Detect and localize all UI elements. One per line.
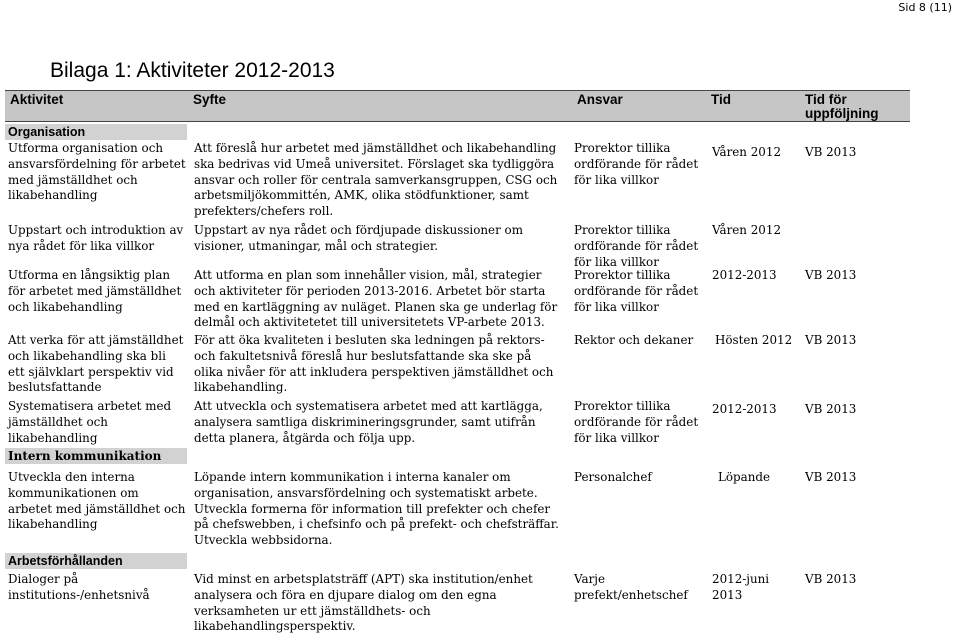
row-7-ansvar: Varje prefekt/enhetschef — [574, 572, 688, 602]
row-1-aktivitet: Utforma organisation och ansvarsfördelning för arbetet med jämställdhet och likabehandling — [8, 141, 186, 203]
row-6-syfte: Löpande intern kommunikation i interna kanaler om organisation, ansvarsfördelning och systematiskt arbete. Utveckla formerna för information till prefekter och chefer på chefswebben, i chefsinfo och på prefekt- och chefsträffar. Utveckla webbsidorna. — [194, 470, 559, 548]
table-header — [5, 90, 910, 122]
header-syfte: Syfte — [193, 92, 227, 107]
row-4-tid: Hösten 2012 — [715, 333, 793, 347]
row-5-aktivitet: Systematisera arbetet med jämställdhet och likabehandling — [8, 399, 172, 445]
row-1-tid: Våren 2012 — [712, 145, 782, 159]
row-2-ansvar: Prorektor tillika ordförande för rådet för lika villkor — [574, 223, 699, 269]
row-2-tid: Våren 2012 — [712, 223, 782, 237]
section-organisation: Organisation — [8, 125, 86, 139]
row-3-syfte: Att utforma en plan som innehåller vision, mål, strategier och aktiviteter för perioden 2013-2016. Arbetet bör starta med en kartläggning av nuläget. Planen ska ge underlag för delmål och aktivitetetet till universitetets VP-arbete 2013. — [194, 268, 558, 330]
activities-table — [5, 90, 910, 634]
row-1-syfte: Att föreslå hur arbetet med jämställdhet och likabehandling ska bedrivas vid Umeå universitet. Förslaget ska tydliggöra ansvar och roller för centrala samverkansgruppen, CSG och arbetsmiljökommittén, AMK, olika stödfunktioner, samt prefekters/chefers roll. — [194, 141, 558, 219]
row-3-ansvar: Prorektor tillika ordförande för rådet för lika villkor — [574, 268, 699, 314]
row-6-uppfoljning: VB 2013 — [805, 470, 857, 484]
row-4-uppfoljning: VB 2013 — [805, 333, 857, 347]
row-6-ansvar: Personalchef — [574, 470, 652, 484]
row-5-ansvar: Prorektor tillika ordförande för rådet för lika villkor — [574, 399, 699, 445]
header-tid: Tid — [711, 92, 731, 107]
row-2-syfte: Uppstart av nya rådet och fördjupade diskussioner om visioner, utmaningar, mål och strategier. — [194, 223, 523, 253]
header-uppfoljning-line2: uppföljning — [805, 106, 879, 121]
section-arbetsforhallanden: Arbetsförhållanden — [8, 554, 123, 568]
header-uppfoljning — [805, 93, 878, 121]
row-7-tid: 2012-juni 2013 — [712, 572, 770, 602]
row-3-uppfoljning: VB 2013 — [805, 268, 857, 282]
row-6-aktivitet: Utveckla den interna kommunikationen om arbetet med jämställdhet och likabehandling — [8, 470, 186, 532]
row-2-aktivitet: Uppstart och introduktion av nya rådet för lika villkor — [8, 223, 184, 253]
row-5-syfte: Att utveckla och systematisera arbetet med att kartlägga, analysera samtliga diskrimineringsgrunder, samt utifrån detta planera, åtgärda och följa upp. — [194, 399, 543, 445]
document-title: Bilaga 1: Aktiviteter 2012-2013 — [50, 59, 335, 83]
section-intern-kommunikation: Intern kommunikation — [8, 449, 162, 463]
header-uppfoljning-line1: Tid för — [805, 92, 847, 107]
header-aktivitet: Aktivitet — [10, 92, 64, 107]
row-5-uppfoljning: VB 2013 — [805, 402, 857, 416]
row-4-aktivitet: Att verka för att jämställdhet och likabehandling ska bli ett självklart perspektiv vid beslutsfattande — [8, 333, 184, 395]
header-ansvar: Ansvar — [577, 92, 623, 107]
row-1-ansvar: Prorektor tillika ordförande för rådet för lika villkor — [574, 141, 699, 187]
row-3-tid: 2012-2013 — [712, 268, 777, 282]
page-number: Sid 8 (11) — [898, 1, 952, 14]
row-7-syfte: Vid minst en arbetsplatsträff (APT) ska institution/enhet analysera och föra en djupare dialog om den egna verksamheten ur ett jämställdhets- och likabehandlingsperspektiv. — [194, 572, 533, 634]
row-3-aktivitet: Utforma en långsiktig plan för arbetet med jämställdhet och likabehandling — [8, 268, 182, 314]
row-6-tid: Löpande — [718, 470, 771, 484]
row-4-syfte: För att öka kvaliteten i besluten ska ledningen på rektors- och fakultetsnivå föreslå hur beslutsfattande ska ske på olika nivåer för att inkludera perspektiven jämställdhet och likabehandling. — [194, 333, 554, 395]
row-7-aktivitet: Dialoger på institutions-/enhetsnivå — [8, 572, 150, 602]
row-7-uppfoljning: VB 2013 — [805, 572, 857, 586]
row-5-tid: 2012-2013 — [712, 402, 777, 416]
row-1-uppfoljning: VB 2013 — [805, 145, 857, 159]
row-4-ansvar: Rektor och dekaner — [574, 333, 694, 347]
